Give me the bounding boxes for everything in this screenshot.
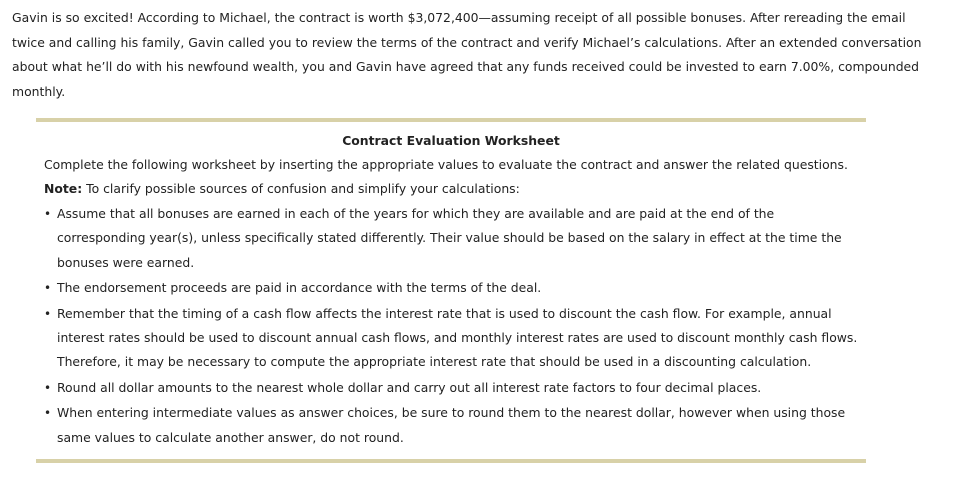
assumption-item [44, 202, 859, 275]
worksheet-bottom-rule [36, 459, 866, 463]
worksheet-note [44, 180, 520, 198]
note-text: To clarify possible sources of confusion and simplify your calculations: [82, 181, 520, 196]
note-label: Note: [44, 181, 83, 196]
assumption-item [44, 401, 859, 450]
assumption-list [44, 202, 859, 451]
assumption-item [44, 276, 859, 300]
assumption-item [44, 302, 859, 375]
worksheet-title: Contract Evaluation Worksheet [342, 133, 560, 148]
assumption-text: Round all dollar amounts to the nearest whole dollar and carry out all interest rate factors to four decimal places. [57, 379, 762, 395]
bullet-icon: • [44, 406, 52, 421]
bullet-icon: • [44, 306, 52, 321]
worksheet-instruction: Complete the following worksheet by inserting the appropriate values to evaluate the contract and answer the related questions. [44, 157, 848, 172]
assumption-text: Assume that all bonuses are earned in each of the years for which they are available and are paid at the end of the corresponding year(s), unless specifically stated differently. Their value should be based on the salary in effect at the time the bonuses were earned. [57, 206, 842, 270]
bullet-icon: • [44, 281, 52, 296]
assumption-text: Remember that the timing of a cash flow affects the interest rate that is used to discount the cash flow. For example, annual interest rates should be used to discount annual cash flows, and monthly interest rates are used to discount monthly cash flows. Therefore, it may be necessary to compute the appropriate interest rate that should be used in a discounting calculation. [57, 305, 858, 370]
bullet-icon: • [44, 207, 52, 221]
assumption-text: The endorsement proceeds are paid in accordance with the terms of the deal. [57, 280, 542, 296]
contract-worksheet [36, 118, 866, 463]
assumption-item [44, 376, 859, 400]
bullet-icon: • [44, 380, 52, 395]
intro-paragraph: Gavin is so excited! According to Michael, the contract is worth $3,072,400—assuming receipt of all possible bonuses. After rereading the email twice and calling his family, Gavin called you to review the terms of the contract and verify Michael’s calculations. After an extended conversation about what he’ll do with his newfound wealth, you and Gavin have agreed that any funds received could be invested to earn 7.00%, compounded monthly. [12, 10, 922, 99]
worksheet-top-rule [36, 118, 866, 122]
assumption-text: When entering intermediate values as answer choices, be sure to round them to the nearest dollar, however when using those same values to calculate another answer, do not round. [57, 405, 846, 445]
